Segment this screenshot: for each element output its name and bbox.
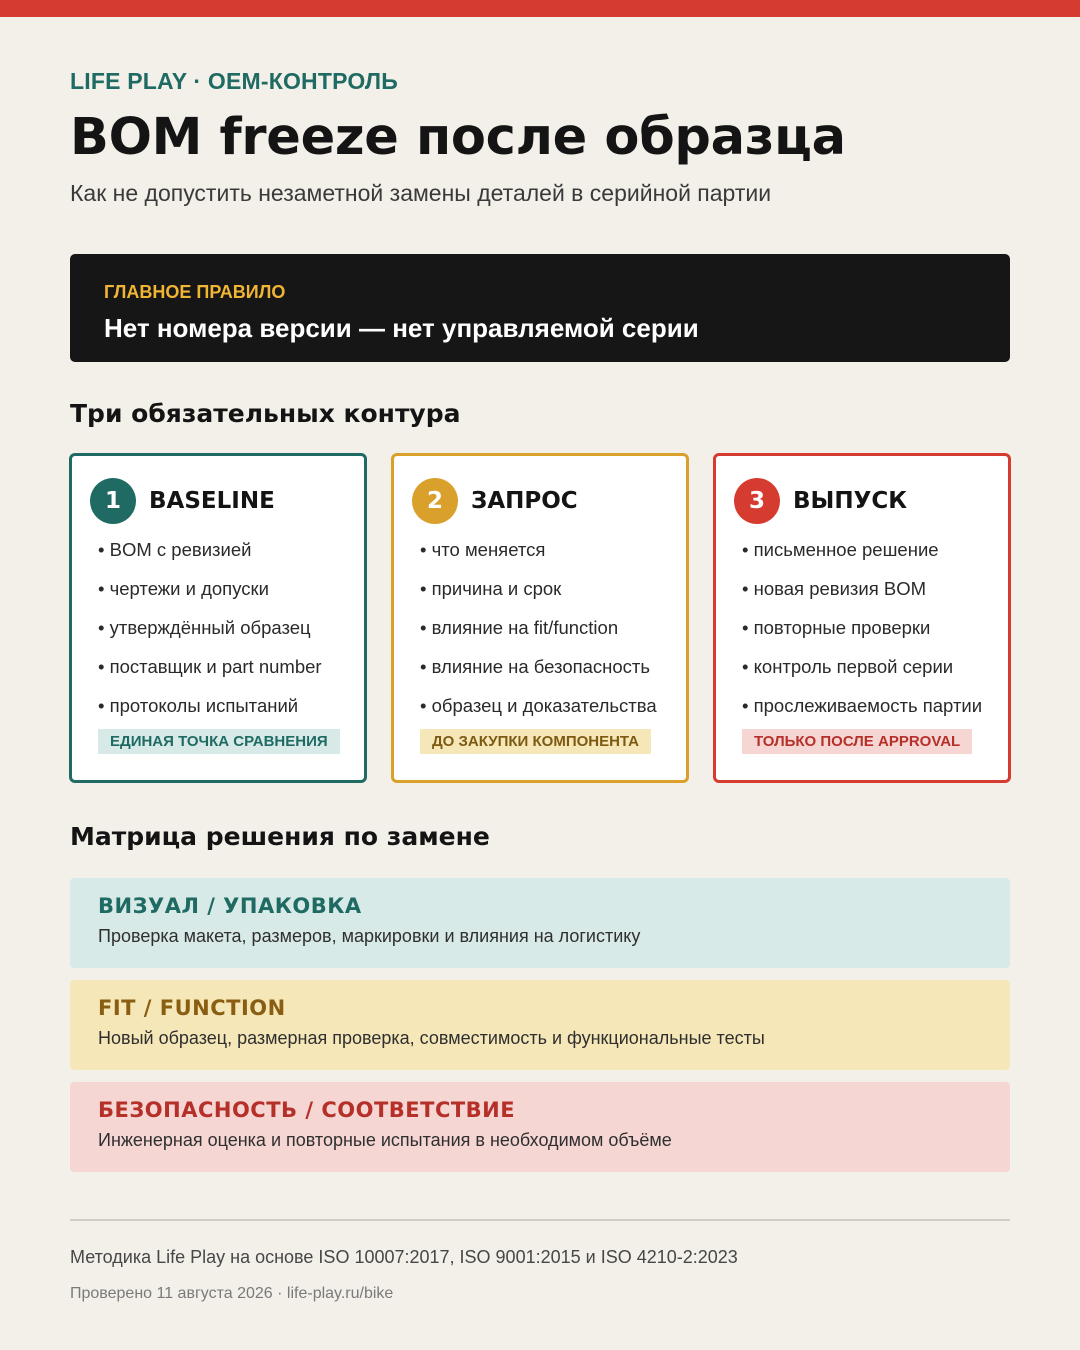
footer-methodology: Методика Life Play на основе ISO 10007:2017, ISO 9001:2015 и ISO 4210-2:2023 bbox=[70, 1247, 738, 1267]
list-item: • письменное решение bbox=[742, 539, 939, 560]
list-item: • чертежи и допуски bbox=[98, 578, 269, 599]
main-rule-box bbox=[70, 254, 1010, 362]
card-checklist bbox=[98, 530, 364, 725]
page-title: BOM freeze после образца bbox=[70, 108, 846, 167]
matrix-row-safety bbox=[70, 1082, 1010, 1172]
contour-card-baseline bbox=[69, 453, 367, 783]
card-checklist bbox=[420, 530, 686, 725]
list-item: • причина и срок bbox=[420, 578, 562, 599]
matrix-row-fit-function bbox=[70, 980, 1010, 1070]
matrix-row-title: FIT / FUNCTION bbox=[98, 996, 286, 1020]
matrix-row-desc: Инженерная оценка и повторные испытания в необходимом объёме bbox=[98, 1130, 672, 1150]
list-item: • влияние на fit/function bbox=[420, 617, 619, 638]
step-number-badge: 2 bbox=[412, 478, 458, 524]
card-title: BASELINE bbox=[149, 488, 275, 514]
card-title: ВЫПУСК bbox=[793, 488, 908, 514]
step-number-badge: 1 bbox=[90, 478, 136, 524]
card-tag: ЕДИНАЯ ТОЧКА СРАВНЕНИЯ bbox=[98, 729, 340, 754]
matrix-row-title: БЕЗОПАСНОСТЬ / СООТВЕТСТВИЕ bbox=[98, 1098, 516, 1122]
contour-card-release bbox=[713, 453, 1011, 783]
list-item: • что меняется bbox=[420, 539, 546, 560]
matrix-row-desc: Проверка макета, размеров, маркировки и влияния на логистику bbox=[98, 926, 641, 946]
rule-text: Нет номера версии — нет управляемой серии bbox=[104, 313, 699, 343]
list-item: • протоколы испытаний bbox=[98, 695, 299, 716]
page-subtitle: Как не допустить незаметной замены деталей в серийной партии bbox=[70, 180, 772, 206]
top-accent-bar bbox=[0, 0, 1080, 17]
matrix-row-title: ВИЗУАЛ / УПАКОВКА bbox=[98, 894, 362, 918]
contours-heading: Три обязательных контура bbox=[70, 399, 461, 428]
list-item: • контроль первой серии bbox=[742, 656, 954, 677]
matrix-heading: Матрица решения по замене bbox=[70, 822, 490, 851]
step-number-badge: 3 bbox=[734, 478, 780, 524]
card-checklist bbox=[742, 530, 1008, 725]
rule-label: ГЛАВНОЕ ПРАВИЛО bbox=[104, 282, 286, 302]
kicker: LIFE PLAY · OEM-КОНТРОЛЬ bbox=[70, 68, 398, 94]
contour-card-request bbox=[391, 453, 689, 783]
list-item: • повторные проверки bbox=[742, 617, 931, 638]
card-tag: ТОЛЬКО ПОСЛЕ APPROVAL bbox=[742, 729, 972, 754]
list-item: • образец и доказательства bbox=[420, 695, 657, 716]
list-item: • влияние на безопасность bbox=[420, 656, 651, 677]
card-title: ЗАПРОС bbox=[471, 488, 578, 514]
footer-divider bbox=[70, 1219, 1010, 1221]
list-item: • утверждённый образец bbox=[98, 617, 311, 638]
list-item: • прослеживаемость партии bbox=[742, 695, 983, 716]
matrix-row-visual bbox=[70, 878, 1010, 968]
footer-verified: Проверено 11 августа 2026 · life-play.ru/bike bbox=[70, 1285, 394, 1302]
list-item: • поставщик и part number bbox=[98, 656, 322, 677]
list-item: • новая ревизия BOM bbox=[742, 578, 927, 599]
matrix-row-desc: Новый образец, размерная проверка, совместимость и функциональные тесты bbox=[98, 1028, 765, 1048]
list-item: • BOM с ревизией bbox=[98, 539, 252, 560]
card-tag: ДО ЗАКУПКИ КОМПОНЕНТА bbox=[420, 729, 651, 754]
